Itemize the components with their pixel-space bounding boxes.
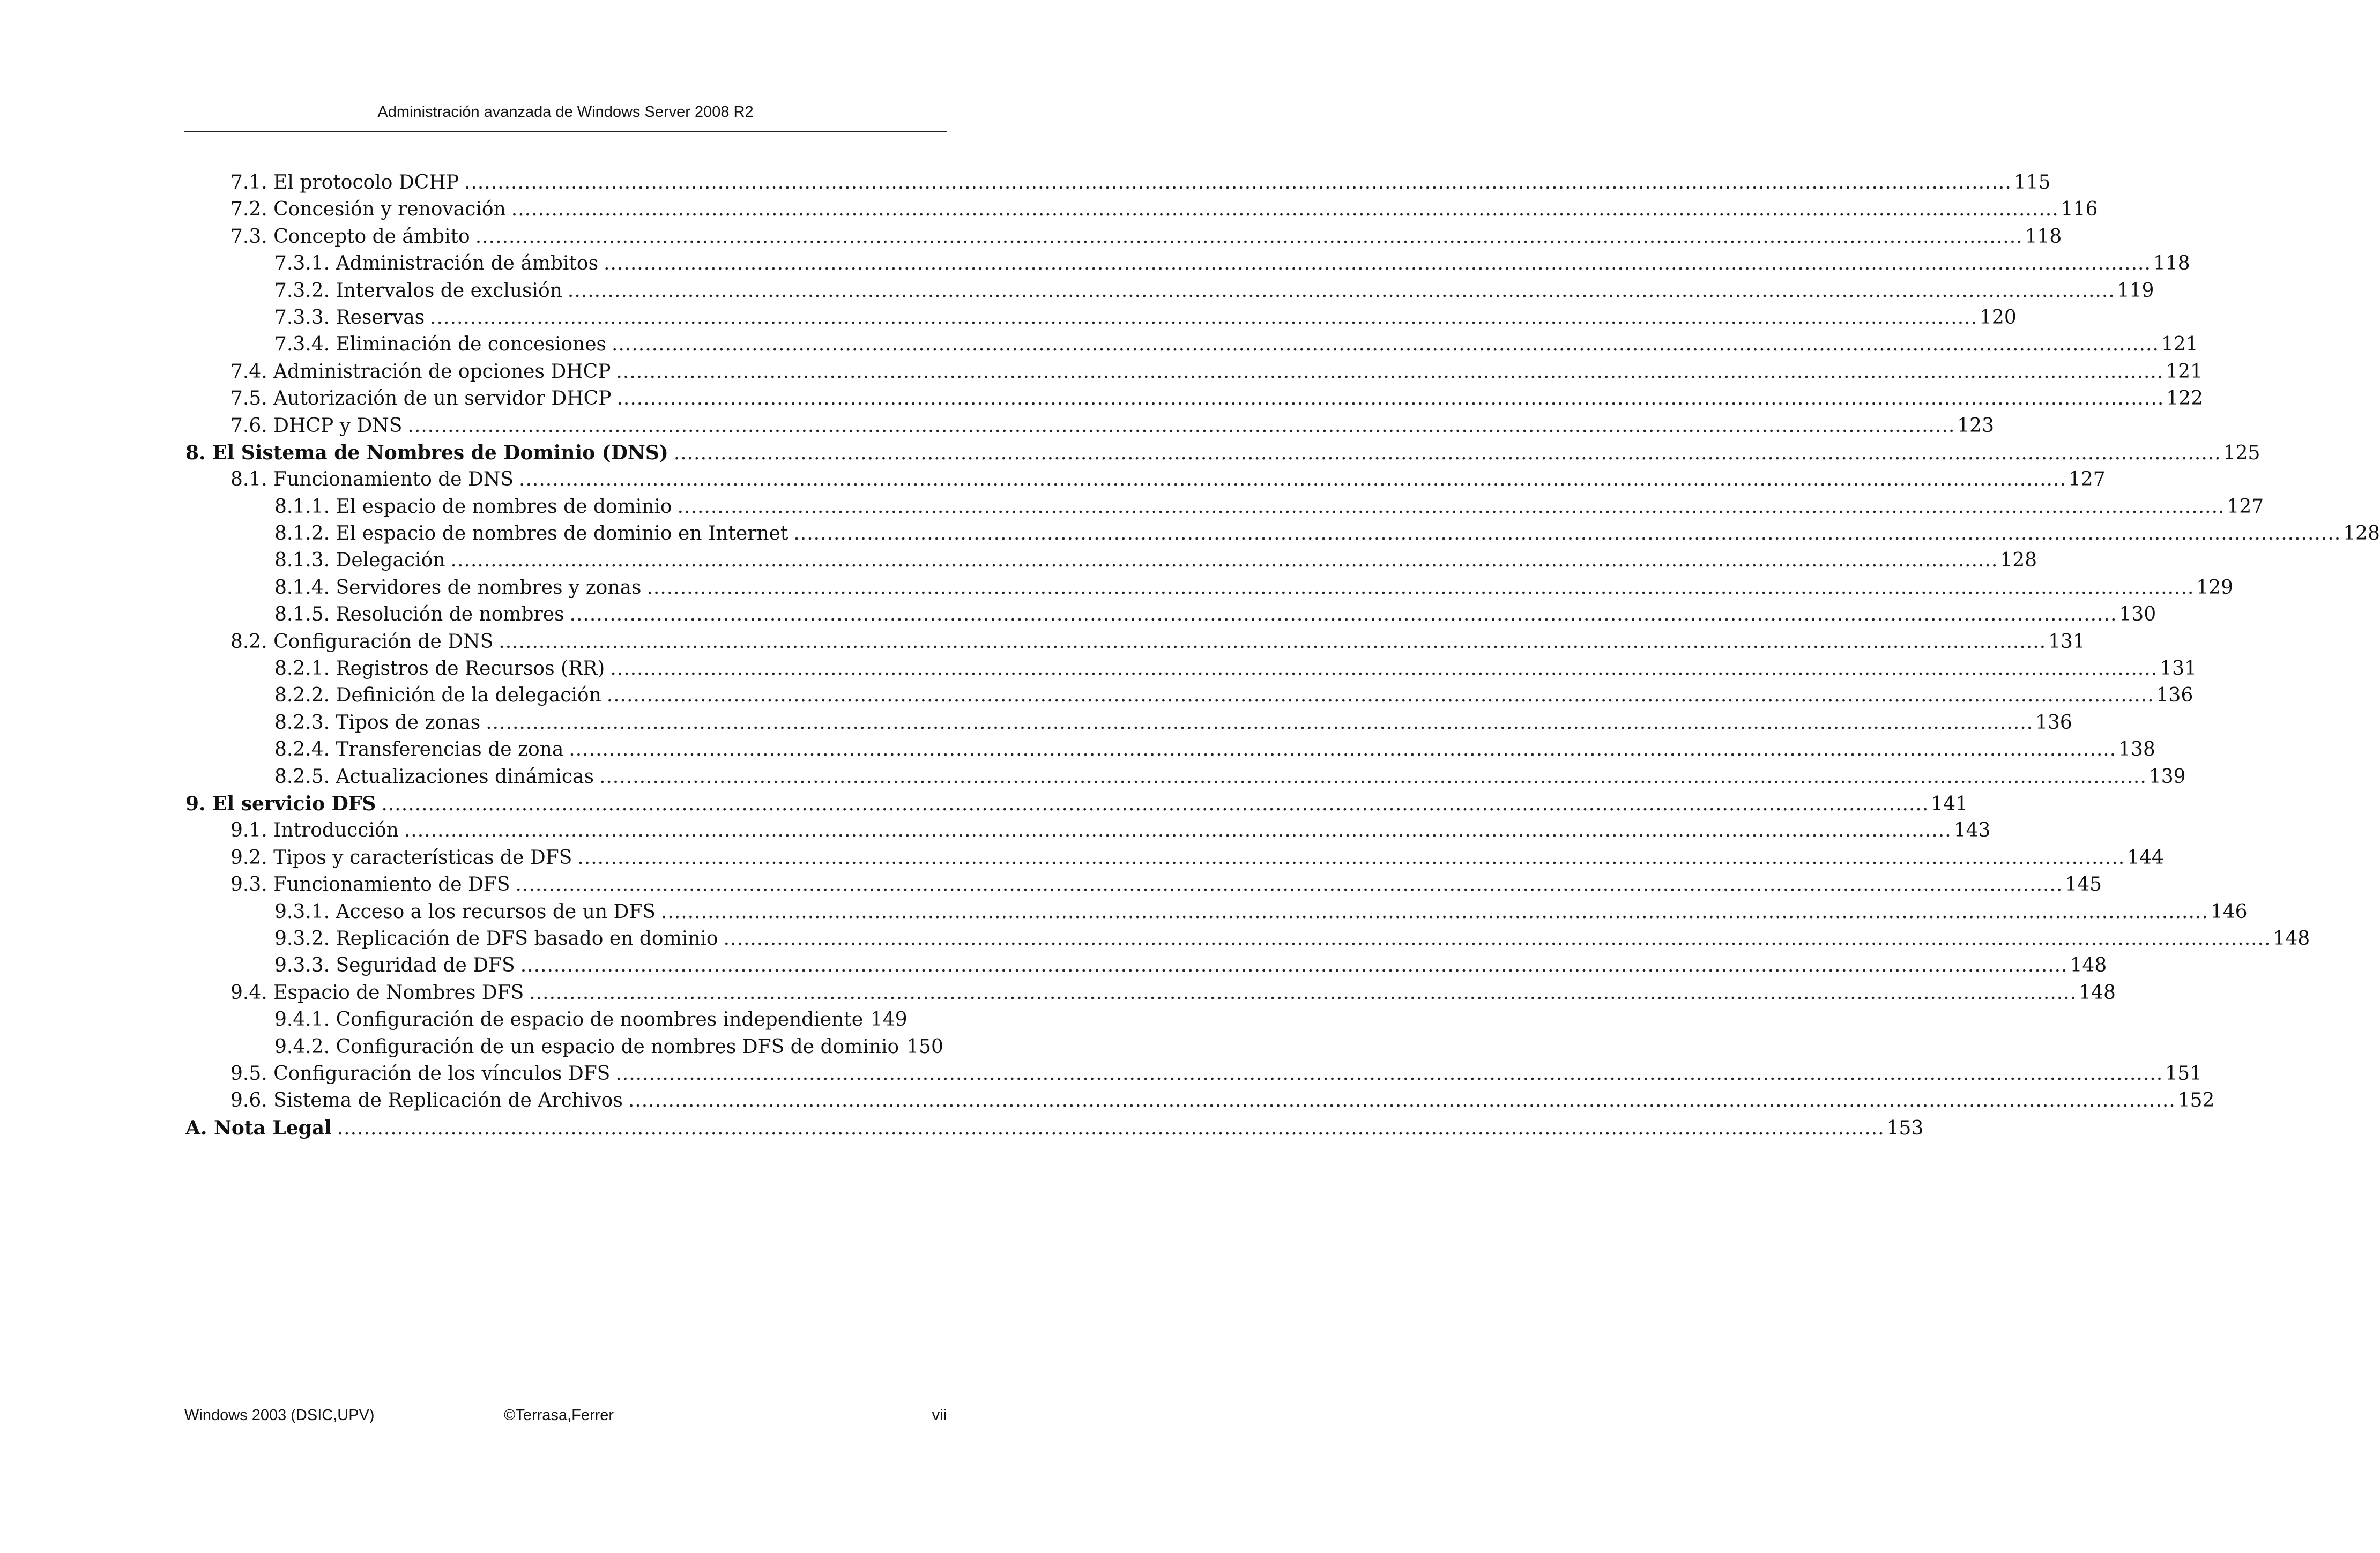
toc-entry-page: 121 <box>2161 333 2198 356</box>
toc-entry[interactable] <box>185 574 2234 601</box>
toc-dot-leader <box>529 980 2077 1006</box>
toc-entry-page: 145 <box>2065 873 2102 896</box>
toc-entry-page: 136 <box>2035 711 2072 734</box>
running-header: Administración avanzada de Windows Server 2008 R2 <box>377 103 754 121</box>
toc-dot-leader <box>674 440 2221 467</box>
toc-dot-leader <box>604 250 2151 277</box>
toc-dot-leader <box>486 710 2033 736</box>
toc-entry-title: 9. El servicio DFS <box>185 792 376 815</box>
toc-dot-leader <box>615 1061 2163 1087</box>
toc-dot-leader <box>661 899 2208 925</box>
toc-dot-leader <box>516 871 2063 898</box>
toc-dot-leader <box>568 278 2115 304</box>
footer-copyright: ©Terrasa,Ferrer <box>504 1407 614 1424</box>
toc-entry-title: 8.2.5. Actualizaciones dinámicas <box>274 765 594 788</box>
toc-dot-leader <box>475 223 2023 250</box>
toc-dot-leader <box>577 845 2125 871</box>
toc-entry-title: 7.1. El protocolo DCHP <box>230 171 459 193</box>
toc-dot-leader <box>570 601 2117 628</box>
toc-entry[interactable] <box>185 547 2037 574</box>
toc-entry[interactable] <box>185 520 2380 547</box>
toc-entry[interactable] <box>185 250 2190 277</box>
toc-entry[interactable] <box>185 196 2098 223</box>
toc-entry-page: 152 <box>2177 1089 2215 1112</box>
toc-entry[interactable] <box>185 1087 2215 1114</box>
toc-entry[interactable] <box>185 278 2154 304</box>
toc-entry[interactable] <box>185 764 2186 790</box>
toc-entry[interactable] <box>185 331 2198 358</box>
toc-entry-title: 9.5. Configuración de los vínculos DFS <box>230 1062 611 1085</box>
toc-entry-title: 8. El Sistema de Nombres de Dominio (DNS) <box>185 441 668 464</box>
toc-entry[interactable] <box>185 1006 908 1033</box>
toc-dot-leader <box>499 629 2046 655</box>
toc-entry-page: 121 <box>2166 360 2203 383</box>
toc-entry[interactable] <box>185 466 2106 493</box>
toc-entry-page: 139 <box>2148 765 2186 788</box>
toc-entry-page: 148 <box>2070 954 2107 977</box>
toc-entry[interactable] <box>185 629 2085 655</box>
toc-entry-page: 118 <box>2153 252 2190 275</box>
toc-entry-title: A. Nota Legal <box>185 1116 332 1139</box>
toc-entry-page: 128 <box>2000 549 2037 572</box>
toc-entry-title: 9.1. Introducción <box>230 819 399 842</box>
toc-dot-leader <box>610 655 2158 682</box>
toc-entry-page: 128 <box>2343 522 2380 545</box>
toc-entry-page: 148 <box>2273 927 2310 950</box>
header-divider <box>184 131 947 132</box>
toc-dot-leader <box>616 359 2163 385</box>
toc-entry-title: 7.3.1. Administración de ámbitos <box>274 252 599 275</box>
toc-entry[interactable] <box>185 494 2264 520</box>
toc-entry-title: 8.2.2. Definición de la delegación <box>274 684 601 707</box>
toc-entry-page: 123 <box>1957 414 1994 437</box>
toc-entry-title: 8.2. Configuración de DNS <box>230 630 494 653</box>
toc-entry-page: 129 <box>2196 576 2234 599</box>
toc-entry-title: 8.2.4. Transferencias de zona <box>274 738 564 761</box>
toc-entry[interactable] <box>185 413 1994 439</box>
toc-dot-leader <box>519 466 2066 493</box>
toc-entry-page: 127 <box>2227 495 2264 518</box>
toc-dot-leader <box>337 1115 1885 1142</box>
toc-entry-page: 144 <box>2127 846 2164 869</box>
toc-entry-title: 8.1. Funcionamiento de DNS <box>230 468 514 491</box>
toc-entry-page: 131 <box>2048 630 2085 653</box>
toc-entry[interactable] <box>185 845 2164 871</box>
toc-entry-page: 127 <box>2068 468 2106 491</box>
toc-dot-leader <box>616 385 2164 412</box>
toc-entry[interactable] <box>185 1115 1924 1141</box>
toc-entry-title: 9.3. Funcionamiento de DFS <box>230 873 510 896</box>
toc-dot-leader <box>520 952 2068 979</box>
toc-dot-leader <box>430 304 1977 331</box>
toc-entry-title: 9.3.2. Replicación de DFS basado en dominio <box>274 927 718 950</box>
toc-entry-title: 9.4.1. Configuración de espacio de noombres independiente <box>274 1009 863 1031</box>
toc-entry-title: 8.1.1. El espacio de nombres de dominio <box>274 495 672 518</box>
toc-entry-page: 149 <box>871 1009 908 1031</box>
toc-entry[interactable] <box>185 655 2197 682</box>
toc-entry-page: 122 <box>2166 387 2204 410</box>
toc-entry-page: 150 <box>906 1035 943 1058</box>
toc-dot-leader <box>612 331 2159 358</box>
toc-entry[interactable] <box>185 223 2062 250</box>
toc-entry[interactable] <box>185 304 2017 331</box>
toc-entry[interactable] <box>185 899 2248 925</box>
toc-entry-page: 115 <box>2013 171 2051 193</box>
toc-entry[interactable] <box>185 359 2203 385</box>
toc-entry-page: 119 <box>2117 279 2154 302</box>
toc-entry-title: 8.2.1. Registros de Recursos (RR) <box>274 658 605 680</box>
toc-entry-title: 7.3.3. Reservas <box>274 306 425 328</box>
toc-dot-leader <box>464 169 2012 196</box>
toc-entry[interactable] <box>185 817 1991 844</box>
toc-dot-leader <box>646 574 2194 601</box>
toc-entry-title: 7.6. DHCP y DNS <box>230 414 403 437</box>
toc-entry-page: 116 <box>2061 198 2098 221</box>
toc-dot-leader <box>451 547 1998 574</box>
toc-dot-leader <box>599 764 2147 790</box>
toc-entry-page: 125 <box>2223 442 2260 464</box>
toc-entry-page: 136 <box>2156 684 2193 707</box>
toc-entry-title: 7.5. Autorización de un servidor DHCP <box>230 387 612 410</box>
toc-entry[interactable] <box>185 169 2051 196</box>
toc-entry[interactable] <box>185 871 2102 898</box>
toc-dot-leader <box>569 736 2116 763</box>
toc-entry-title: 8.1.4. Servidores de nombres y zonas <box>274 576 642 599</box>
toc-dot-leader <box>678 494 2225 520</box>
toc-entry-title: 8.1.5. Resolución de nombres <box>274 603 564 626</box>
toc-entry[interactable] <box>185 682 2193 709</box>
toc-entry-title: 9.4. Espacio de Nombres DFS <box>230 981 524 1004</box>
toc-entry-title: 8.2.3. Tipos de zonas <box>274 711 481 734</box>
page-number: vii <box>932 1407 947 1424</box>
toc-entry-title: 7.2. Concesión y renovación <box>230 198 506 221</box>
footer-left-text: Windows 2003 (DSIC,UPV) <box>184 1407 375 1424</box>
toc-entry[interactable] <box>185 385 2204 412</box>
toc-entry-title: 7.3.2. Intervalos de exclusión <box>274 279 562 302</box>
toc-entry-page: 141 <box>1931 793 1968 815</box>
toc-entry[interactable] <box>185 980 2116 1006</box>
toc-dot-leader <box>724 925 2271 952</box>
toc-entry[interactable] <box>185 925 2310 952</box>
toc-entry[interactable] <box>185 790 1968 817</box>
toc-entry-title: 8.1.2. El espacio de nombres de dominio en Internet <box>274 522 789 545</box>
toc-dot-leader <box>381 791 1929 818</box>
toc-entry-page: 143 <box>1953 819 1991 842</box>
toc-dot-leader <box>607 682 2154 709</box>
toc-entry-title: 9.3.3. Seguridad de DFS <box>274 954 515 977</box>
toc-entry[interactable] <box>185 736 2155 763</box>
toc-entry-title: 7.4. Administración de opciones DHCP <box>230 360 611 383</box>
toc-entry-title: 9.6. Sistema de Replicación de Archivos <box>230 1089 623 1112</box>
toc-dot-leader <box>407 413 1955 439</box>
toc-entry[interactable] <box>185 952 2107 979</box>
toc-entry-title: 9.2. Tipos y características de DFS <box>230 846 572 869</box>
toc-entry-title: 8.1.3. Delegación <box>274 549 445 572</box>
toc-entry-page: 148 <box>2079 981 2116 1004</box>
toc-dot-leader <box>511 196 2059 223</box>
toc-entry[interactable] <box>185 1034 943 1061</box>
toc-entry-title: 9.4.2. Configuración de un espacio de nombres DFS de dominio <box>274 1035 899 1058</box>
toc-entry[interactable] <box>185 601 2156 628</box>
toc-dot-leader <box>793 520 2341 547</box>
toc-entry[interactable] <box>185 1061 2202 1087</box>
toc-entry-page: 118 <box>2025 225 2062 248</box>
toc-entry[interactable] <box>185 710 2072 736</box>
toc-entry-page: 153 <box>1886 1117 1924 1139</box>
toc-entry-page: 138 <box>2118 738 2155 761</box>
toc-entry-page: 131 <box>2160 658 2197 680</box>
toc-entry-page: 120 <box>1980 306 2017 328</box>
toc-entry-title: 9.3.1. Acceso a los recursos de un DFS <box>274 900 656 923</box>
toc-entry-page: 151 <box>2165 1062 2202 1085</box>
toc-entry-page: 130 <box>2119 603 2156 626</box>
toc-dot-leader <box>404 817 1952 844</box>
toc-entry-title: 7.3. Concepto de ámbito <box>230 225 470 248</box>
toc-entry[interactable] <box>185 439 2260 466</box>
table-of-contents <box>185 169 2380 1141</box>
toc-dot-leader <box>628 1087 2176 1114</box>
toc-entry-page: 146 <box>2210 900 2248 923</box>
toc-entry-title: 7.3.4. Eliminación de concesiones <box>274 333 606 356</box>
